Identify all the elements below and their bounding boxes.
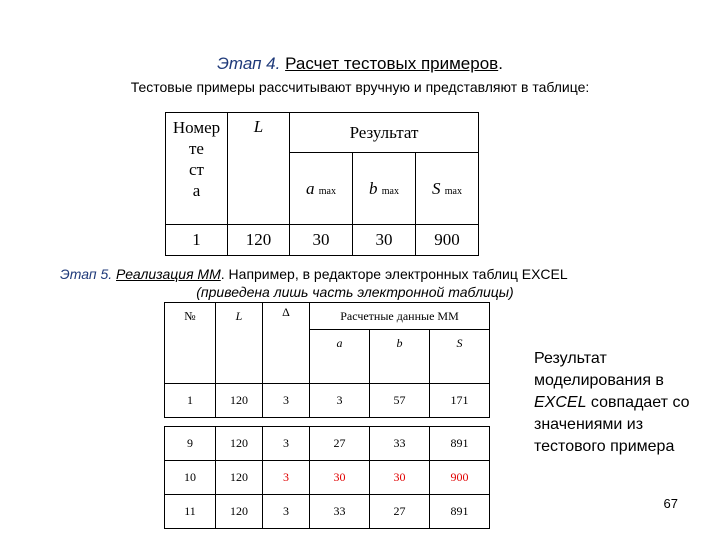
table-cell: 900 bbox=[416, 225, 479, 256]
stage5-label: Этап 5. bbox=[60, 266, 113, 282]
table-cell: 57 bbox=[370, 384, 430, 418]
note-line bbox=[534, 392, 714, 414]
s-symbol: S bbox=[432, 178, 441, 198]
stage5-rest: . Например, в редакторе электронных таблиц EXCEL bbox=[220, 266, 568, 282]
table-cell: 3 bbox=[310, 384, 370, 418]
stage4-heading bbox=[0, 54, 720, 74]
table-cell: 120 bbox=[216, 461, 263, 495]
table-cell: 120 bbox=[216, 384, 263, 418]
stage4-end: . bbox=[498, 54, 503, 73]
note-line: тестового примера bbox=[534, 438, 675, 455]
header-calc-data: Расчетные данные ММ bbox=[310, 303, 490, 330]
table-cell: 33 bbox=[310, 495, 370, 529]
header-delta: Δ bbox=[263, 303, 310, 384]
table-cell: 30 bbox=[353, 225, 416, 256]
table-row bbox=[165, 461, 490, 495]
page-number: 67 bbox=[663, 496, 678, 511]
table-cell: 171 bbox=[430, 384, 490, 418]
table-cell-highlight: 3 bbox=[263, 461, 310, 495]
table-cell: 30 bbox=[290, 225, 353, 256]
table-cell-highlight: 30 bbox=[310, 461, 370, 495]
table-cell: 3 bbox=[263, 427, 310, 461]
table-cell: 1 bbox=[166, 225, 228, 256]
header-result: Результат bbox=[290, 113, 479, 153]
table-cell-highlight: 900 bbox=[430, 461, 490, 495]
header-number: № bbox=[165, 303, 216, 384]
table-row bbox=[166, 225, 479, 256]
excel-word: EXCEL bbox=[534, 394, 587, 411]
note-line: Результат bbox=[534, 350, 607, 367]
table-cell: 3 bbox=[263, 495, 310, 529]
header-L: L bbox=[228, 113, 290, 225]
table-cell: 120 bbox=[216, 427, 263, 461]
table-cell: 3 bbox=[263, 384, 310, 418]
gap-cell bbox=[165, 418, 490, 427]
table-cell: 10 bbox=[165, 461, 216, 495]
header-nomer-line: те bbox=[189, 139, 204, 158]
table-cell: 27 bbox=[310, 427, 370, 461]
table-row bbox=[165, 495, 490, 529]
a-index: max bbox=[318, 185, 336, 197]
stage4-title: Расчет тестовых примеров bbox=[285, 54, 499, 73]
conclusion-note bbox=[534, 348, 714, 458]
b-index: max bbox=[381, 185, 399, 197]
s-index: max bbox=[444, 185, 462, 197]
header-s-max bbox=[416, 153, 479, 225]
table-cell-highlight: 30 bbox=[370, 461, 430, 495]
header-nomer bbox=[166, 113, 228, 225]
test-example-table bbox=[165, 112, 479, 256]
b-symbol: b bbox=[369, 178, 378, 198]
table-cell: 27 bbox=[370, 495, 430, 529]
stage5-title: Реализация ММ bbox=[116, 266, 221, 282]
note-line: значениями из bbox=[534, 416, 644, 433]
stage4-label: Этап 4. bbox=[217, 54, 281, 73]
header-a-max bbox=[290, 153, 353, 225]
stage5-subheading: (приведена лишь часть электронной таблицы) bbox=[196, 284, 514, 300]
header-a: a bbox=[310, 330, 370, 384]
table-row bbox=[165, 384, 490, 418]
row-gap bbox=[165, 418, 490, 427]
header-b: b bbox=[370, 330, 430, 384]
note-text: совпадает со bbox=[590, 394, 690, 411]
table-cell: 891 bbox=[430, 427, 490, 461]
note-line: моделирования в bbox=[534, 372, 664, 389]
header-nomer-line: а bbox=[192, 181, 201, 200]
table-cell: 11 bbox=[165, 495, 216, 529]
table-cell: 1 bbox=[165, 384, 216, 418]
table-row bbox=[165, 427, 490, 461]
table-cell: 891 bbox=[430, 495, 490, 529]
table-cell: 33 bbox=[370, 427, 430, 461]
table-cell: 9 bbox=[165, 427, 216, 461]
header-nomer-line: ст bbox=[189, 160, 204, 179]
table-cell: 120 bbox=[216, 495, 263, 529]
excel-table bbox=[164, 302, 490, 529]
header-L: L bbox=[216, 303, 263, 384]
header-s: S bbox=[430, 330, 490, 384]
header-b-max bbox=[353, 153, 416, 225]
stage5-heading bbox=[60, 266, 660, 282]
a-symbol: a bbox=[306, 178, 315, 198]
stage4-subtitle: Тестовые примеры рассчитывают вручную и представляют в таблице: bbox=[130, 79, 590, 95]
table-cell: 120 bbox=[228, 225, 290, 256]
header-nomer-line: Номер bbox=[172, 118, 221, 137]
